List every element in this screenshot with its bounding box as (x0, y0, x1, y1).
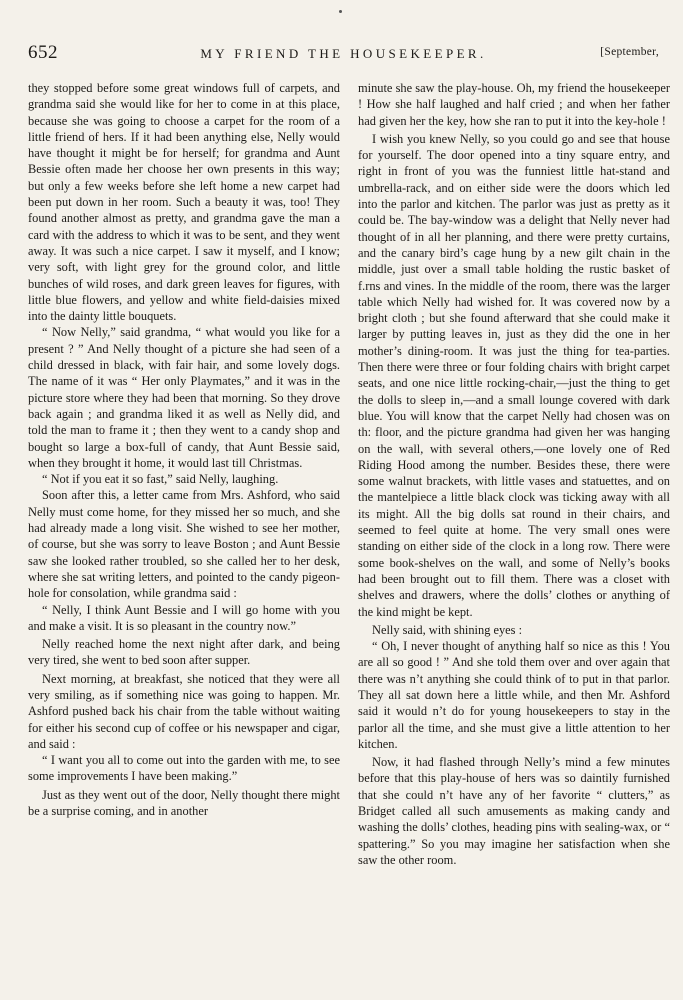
print-speck (339, 10, 342, 13)
paragraph: “ Now Nelly,” said grandma, “ what would you like for a present ? ” And Nelly thought of a picture she had seen of a child dressed in black, with fair hair, and some lovely dogs. The name of it was “ Her only Playmates,” and it was in the picture store where they had been that morning. So they drove back again ; and grandma liked it as well as Nelly did, and told the man to frame it ; then they went to a candy shop and bought so large a box-full of candy, that Aunt Bessie said, when they brought it home, it would last till Christmas. (28, 325, 340, 470)
paragraph: Nelly reached home the next night after dark, and being very tired, she went to bed soon after supper. (28, 637, 340, 668)
paragraph: Nelly said, with shining eyes : (372, 622, 523, 637)
running-month: [September, (600, 46, 659, 58)
running-title: MY FRIEND THE HOUSEKEEPER. (200, 46, 487, 61)
page-number: 652 (28, 42, 58, 63)
left-column (28, 80, 340, 819)
right-column (358, 80, 670, 868)
paragraph: “ Nelly, I think Aunt Bessie and I will go home with you and make a visit. It is so pleasant in the country now.” (28, 602, 340, 633)
paragraph: Next morning, at breakfast, she noticed that they were all very smiling, as if something nice was going to happen. Mr. Ashford pushed back his chair from the table without waiting for either his second cup of coffee or his newspaper and cigar, and said : (28, 671, 340, 751)
paragraph: “ Not if you eat it so fast,” said Nelly, laughing. (42, 472, 279, 487)
paragraph: Now, it had flashed through Nelly’s mind a few minutes before that this play-house of hers was so daintily furnished that she could n’t have any of her favorite “ clutters,” as Bridget called all such amusements as making candy and washing the dolls’ clothes, heading pins with sealing-wax, or “ spattering.” So you may imagine her satisfaction when she saw the other room. (358, 755, 670, 867)
paragraph: “ I want you all to come out into the garden with me, to see some improvements I have been making.” (28, 753, 340, 784)
paragraph: I wish you knew Nelly, so you could go and see that house for yourself. The door opened into a tiny square entry, and right in front of you was the funniest little hat-stand and umbrella-rack, and on either side were the doors which led into the parlor and kitchen. The parlor was just as pretty as it could be. The bay-window was a delight that Nelly never had thought of in all her planning, and there were pretty curtains, and the canary bird’s cage hung by a new gilt chain in the middle, just over a small table holding the rustic basket of f.rns and vines. In the middle of the room, there was the larger table which Nelly had wished for. It was covered now by a bright cloth ; but she found afterward that she could make it larger by putting leaves in, just as they did the one in her mother’s dining-room. It was just the thing for tea-parties. Then there were three or four folding chairs with bright carpet seats, and one nice little rocking-chair,—just the thing to get the dolls to sleep in,—and a small lounge covered with dark blue. You will know that the carpet Nelly had chosen was on th: floor, and the picture grandma had given her was hanging on the wall, with several others,—one lovely one of Red Riding Hood among the number. Besides these, there were some walnut brackets, with little vases and statuettes, and on the mantelpiece a little black clock was ticking away with all its might. All the big dolls sat round in their chairs, and seemed to feel quite at home. The very small ones were standing on either side of the clock in a long row. There were some book-shelves on the wall, and some of Nelly’s books had been brought out to fill them. There was a closet with shelves and drawers, where the dolls’ clothes or anything of the kind might be kept. (358, 131, 670, 619)
paragraph: Just as they went out of the door, Nelly thought there might be a surprise coming, and in another (28, 787, 340, 819)
paragraph: they stopped before some great windows full of carpets, and grandma said she would like for her to come in at this place, because she was going to choose a carpet for the room of a little friend of hers. If it had been anything else, Nelly would have thought it might be for herself; for grandma and Aunt Bessie often made her choose her own presents in this way; but only a few weeks before she left home a new carpet had been put down in her room. Such a beauty it was, too! They found another almost as pretty, and grandma gave the man a card with the address to which it was to be sent, and they went away. It was such a nice carpet. I saw it myself, and I know; very soft, with light grey for the ground color, and little bunches of wild roses, and dark green leaves for figures, with little blue flowers, and yellow and white field-daisies mixed into the dainty little bouquets. (28, 81, 340, 324)
running-header (28, 28, 659, 63)
paragraph: Soon after this, a letter came from Mrs. Ashford, who said Nelly must come home, for they missed her so much, and she had already made a long visit. She wished to see her mother, of course, but she was sorry to leave Boston ; and Aunt Bessie saw she looked rather troubled, so she called her to her desk, where she sat writing letters, and pointed to the candy pigeon-hole for consolation, while grandma said : (28, 488, 340, 601)
paragraph: “ Oh, I never thought of anything half so nice as this ! You are all so good ! ” And she told them over and over again that there was n’t anything she could think of to put in that parlor. They all sat down here a little while, and then Mr. Ashford said it would n’t do for young housekeepers to stay in the parlor all the time, and she must give a little attention to her kitchen. (358, 639, 670, 751)
paragraph: minute she saw the play-house. Oh, my friend the housekeeper ! How she half laughed and half cried ; and when her father had given her the key, how she ran to put it into the key-hole ! (358, 81, 670, 128)
